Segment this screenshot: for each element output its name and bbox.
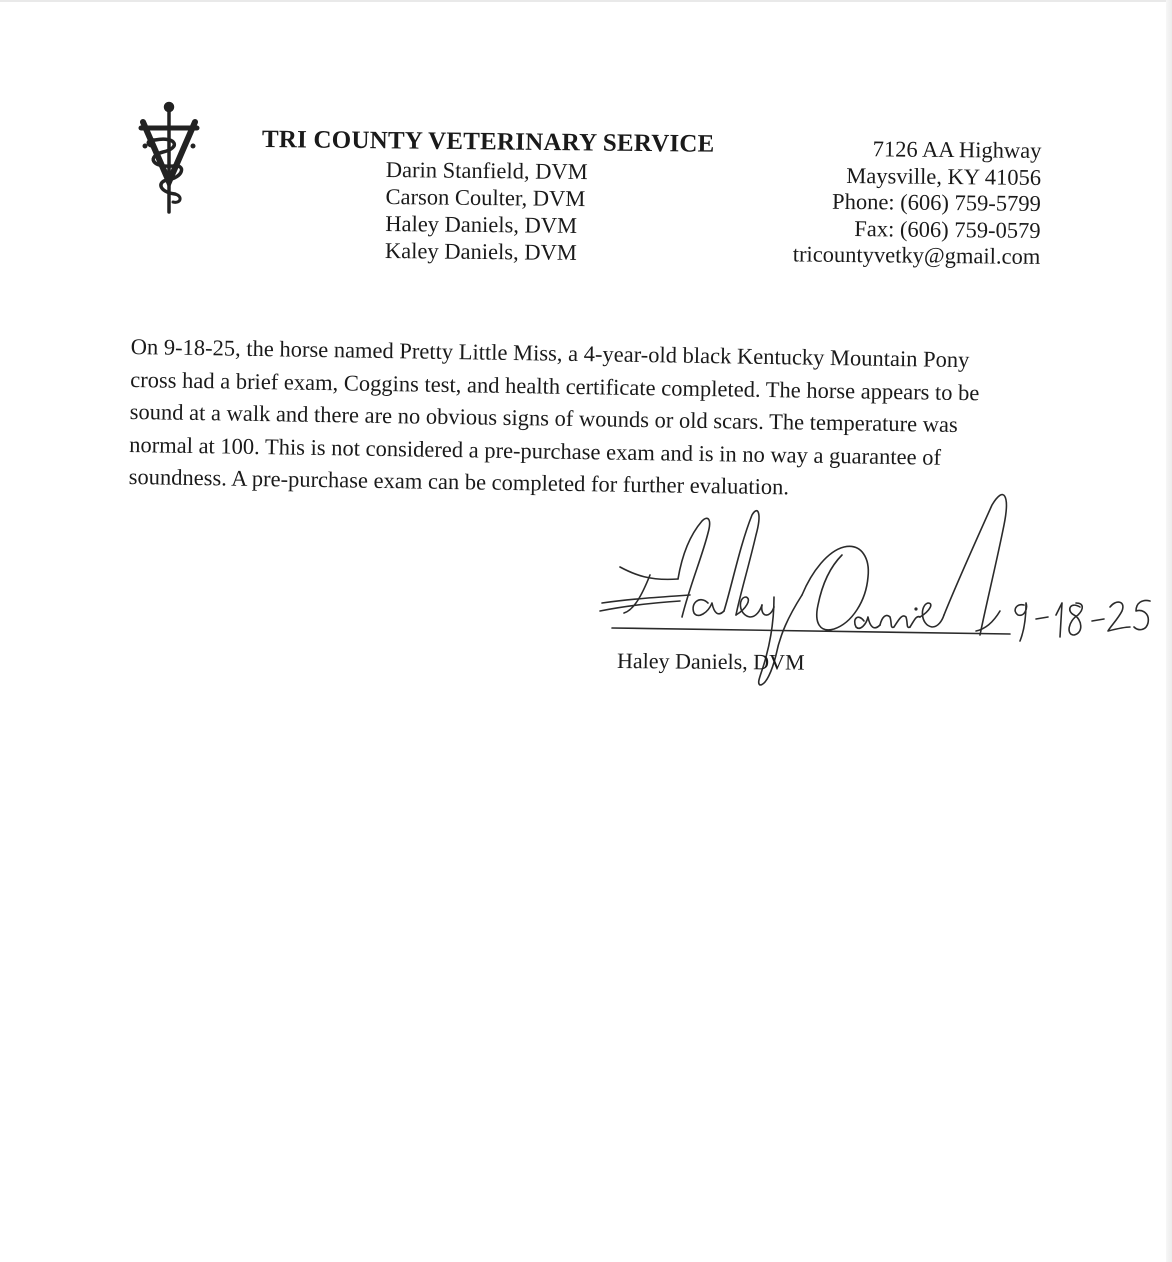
veterinarian-name: Carson Coulter, DVM [385,183,586,212]
contact-block [793,135,1042,270]
veterinarian-name: Darin Stanfield, DVM [385,156,588,185]
email-address: tricountyvetky@gmail.com [793,241,1041,269]
veterinary-caduceus-icon [133,100,203,220]
letter-line: cross had a brief exam, Coggins test, and health certificate completed. The horse appears to be [130,366,980,405]
clinic-name: TRI COUNTY VETERINARY SERVICE [261,126,715,158]
letter-body [128,331,1030,508]
phone-number: Phone: (606) 759-5799 [832,188,1042,216]
letter-line: sound at a walk and there are no obvious signs of wounds or old scars. The temperature was [129,398,958,437]
page-right-edge [1166,0,1172,1262]
fax-number: Fax: (606) 759-0579 [854,215,1042,243]
address-line-1: 7126 AA Highway [872,136,1042,163]
veterinarian-name: Haley Daniels, DVM [385,210,578,239]
address-line-2: Maysville, KY 41056 [846,162,1042,190]
veterinarian-list [385,156,588,266]
letter-line: soundness. A pre-purchase exam can be completed for further evaluation. [128,463,790,500]
letter-line: normal at 100. This is not considered a pre-purchase exam and is in no way a guarantee of [129,431,942,470]
page-top-border [0,0,1172,2]
signer-name: Haley Daniels, DVM [616,648,805,675]
letter-line: On 9-18-25, the horse named Pretty Little Miss, a 4-year-old black Kentucky Mountain Pony [130,333,970,373]
veterinarian-name: Kaley Daniels, DVM [384,237,577,266]
